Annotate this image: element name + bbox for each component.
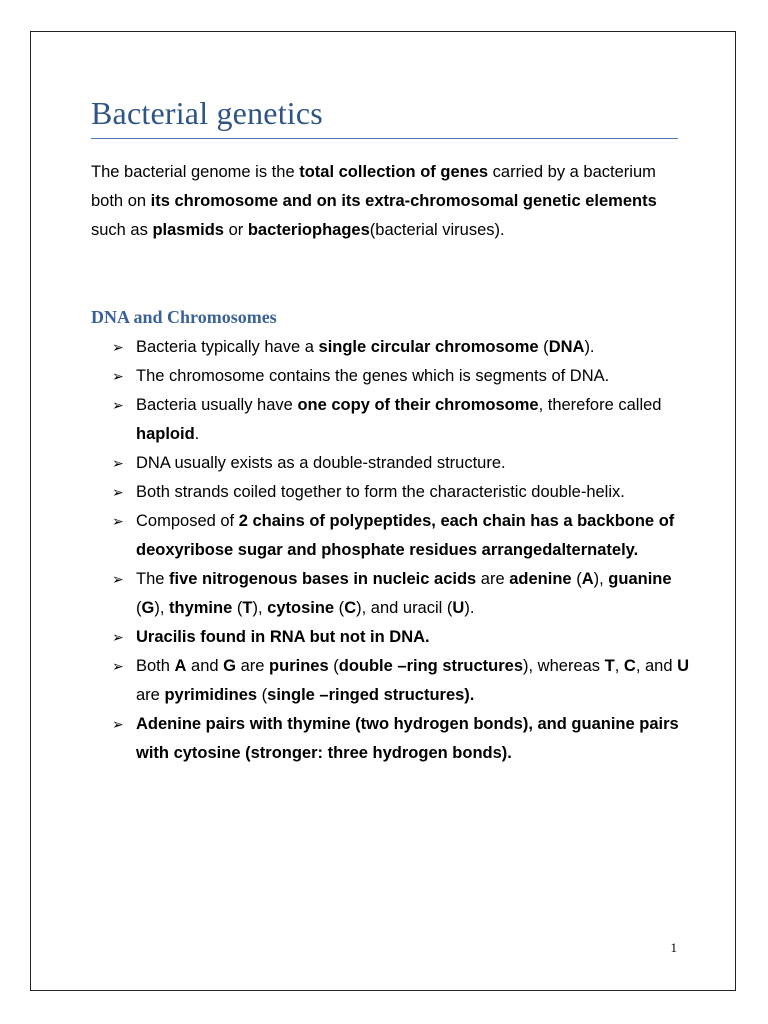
bullet-bold-text: five nitrogenous bases in nucleic acids <box>169 570 477 588</box>
bullet-bold-text: G <box>223 657 236 675</box>
bullet-text: ), <box>154 599 170 617</box>
page-number: 1 <box>670 940 677 955</box>
bullet-text: . <box>194 425 200 443</box>
section-heading: DNA and Chromosomes <box>91 307 277 327</box>
bullet-item <box>91 391 691 449</box>
bullet-arrow-icon: ➢ <box>112 339 124 355</box>
bullet-item <box>91 652 691 710</box>
bullet-bold-text: purines <box>269 657 329 675</box>
bullet-item <box>91 507 691 565</box>
bullet-bold-text: 2 chains of polypeptides, each chain has a backbone of deoxyribose sugar and phosphate residues arrangedalternately. <box>136 512 675 559</box>
bullet-bold-text: T <box>242 599 253 617</box>
bullet-bold-text: adenine <box>509 570 572 588</box>
bullet-text: Both strands coiled together to form the characteristic double-helix. <box>136 483 625 501</box>
bullet-text: ), whereas <box>523 657 605 675</box>
bullet-text: ( <box>571 570 582 588</box>
title-underline <box>91 138 678 139</box>
bullet-bold-text: one copy of their chromosome <box>297 396 539 414</box>
bullet-bold-text: DNA <box>548 338 585 356</box>
bullet-bold-text: thymine <box>169 599 233 617</box>
bullet-bold-text: G <box>141 599 155 617</box>
bullet-bold-text: Adenine pairs with thymine (two hydrogen bonds), and guanine pairs with cytosine (stronger: three hydrogen bonds). <box>136 715 679 762</box>
bullet-text: The chromosome contains the genes which is segments of DNA. <box>136 367 610 385</box>
intro-bold-text: total collection of genes <box>299 163 489 181</box>
bullet-text: , and <box>635 657 678 675</box>
bullet-text: The <box>136 570 170 588</box>
bullet-arrow-icon: ➢ <box>112 484 124 500</box>
bullet-bold-text: guanine <box>608 570 672 588</box>
bullet-bold-text: single circular chromosome <box>318 338 539 356</box>
intro-text: or <box>223 221 248 239</box>
bullet-text: ), <box>252 599 268 617</box>
bullet-bold-text: U <box>452 599 465 617</box>
bullet-text: ( <box>334 599 345 617</box>
bullet-text: ), <box>593 570 609 588</box>
bullet-bold-text: C <box>344 599 357 617</box>
bullet-bold-text: haploid <box>136 425 195 443</box>
bullet-text: ), and uracil ( <box>356 599 453 617</box>
intro-paragraph <box>91 158 681 245</box>
bullet-item <box>91 565 691 623</box>
bullet-text: DNA usually exists as a double-stranded structure. <box>136 454 506 472</box>
bullet-arrow-icon: ➢ <box>112 571 124 587</box>
bullet-item <box>91 362 691 391</box>
bullet-bold-text: pyrimidines <box>164 686 258 704</box>
bullet-bold-text: A <box>581 570 594 588</box>
intro-bold-text: bacteriophages <box>247 221 370 239</box>
intro-text: such as <box>91 221 153 239</box>
bullet-bold-text: cytosine <box>267 599 335 617</box>
bullet-text: Bacteria typically have a <box>136 338 319 356</box>
bullet-text: ( <box>328 657 339 675</box>
bullet-arrow-icon: ➢ <box>112 629 124 645</box>
document-page <box>30 31 736 991</box>
bullet-arrow-icon: ➢ <box>112 716 124 732</box>
bullet-item <box>91 449 691 478</box>
bullet-text: are <box>236 657 270 675</box>
page-title: Bacterial genetics <box>91 95 323 131</box>
bullet-text: are <box>476 570 510 588</box>
bullet-bold-text: U <box>677 657 690 675</box>
bullet-text: ). <box>584 338 595 356</box>
intro-bold-text: plasmids <box>152 221 224 239</box>
bullet-bold-text: A <box>174 657 187 675</box>
bullet-item <box>91 478 691 507</box>
bullet-text: Both <box>136 657 175 675</box>
bullet-text: and <box>186 657 224 675</box>
bullet-text: ( <box>136 599 142 617</box>
bullet-text: , <box>614 657 624 675</box>
bullet-text: are <box>136 686 165 704</box>
intro-text: carried by a bacterium both on <box>91 163 656 210</box>
bullet-text: Composed of <box>136 512 239 530</box>
bullet-list <box>91 333 691 768</box>
bullet-text: ( <box>257 686 268 704</box>
intro-bold-text: its chromosome and on its extra-chromosomal genetic elements <box>150 192 657 210</box>
bullet-text: ( <box>538 338 549 356</box>
bullet-arrow-icon: ➢ <box>112 658 124 674</box>
bullet-bold-text: T <box>604 657 615 675</box>
bullet-item <box>91 333 691 362</box>
bullet-arrow-icon: ➢ <box>112 397 124 413</box>
bullet-text: ( <box>232 599 243 617</box>
bullet-text: ). <box>464 599 475 617</box>
bullet-bold-text: Uracilis found in RNA but not in DNA. <box>136 628 430 646</box>
bullet-item <box>91 710 691 768</box>
bullet-bold-text: single –ringed structures). <box>267 686 475 704</box>
intro-text: (bacterial viruses). <box>369 221 505 239</box>
intro-text: The bacterial genome is the <box>91 163 300 181</box>
bullet-text: Bacteria usually have <box>136 396 298 414</box>
bullet-arrow-icon: ➢ <box>112 513 124 529</box>
bullet-bold-text: C <box>623 657 636 675</box>
bullet-arrow-icon: ➢ <box>112 455 124 471</box>
bullet-text: , therefore called <box>538 396 662 414</box>
bullet-arrow-icon: ➢ <box>112 368 124 384</box>
bullet-item <box>91 623 691 652</box>
bullet-bold-text: double –ring structures <box>338 657 524 675</box>
